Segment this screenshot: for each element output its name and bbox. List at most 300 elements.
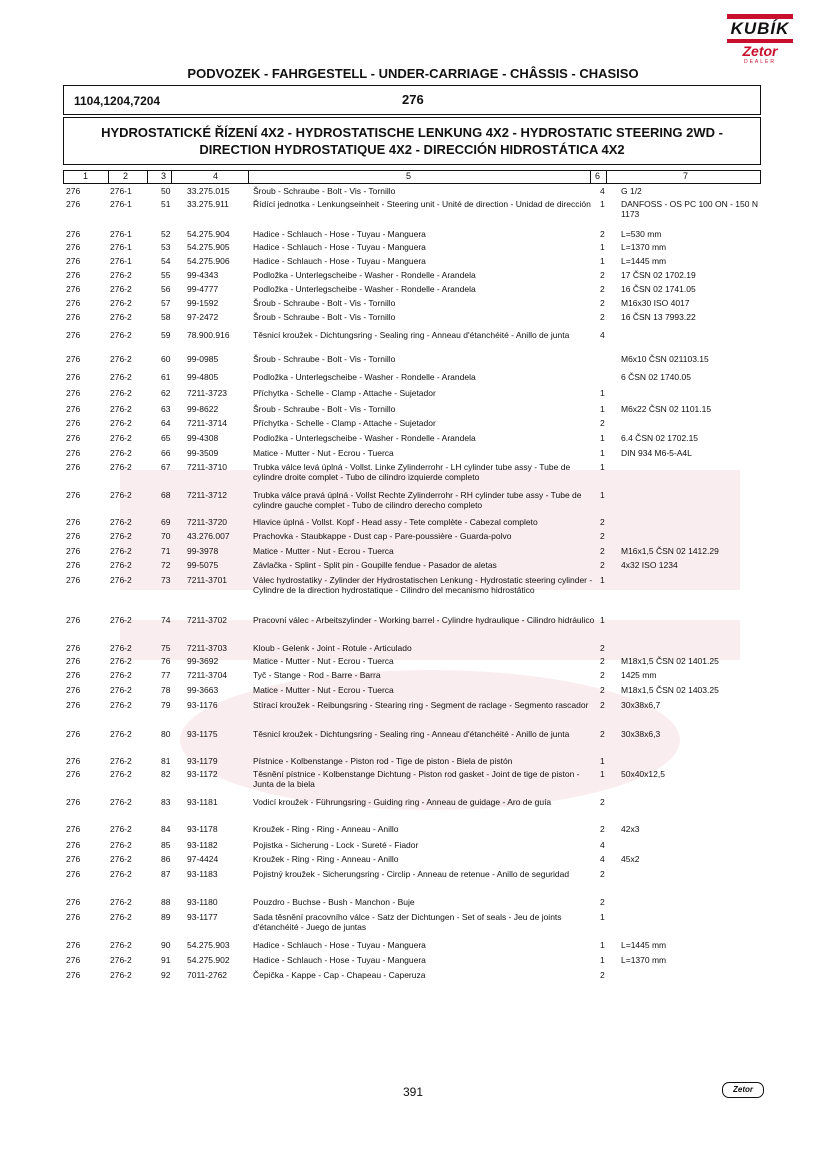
logo-zetor: Zetor [742, 43, 778, 59]
part-number-cell: 54.275.903 [187, 940, 230, 950]
part-number-cell: 93-1182 [187, 840, 218, 850]
note-cell: DANFOSS - OS PC 100 ON - 150 N 1173 [621, 199, 758, 219]
description-cell: Trubka válce levá úplná - Vollst. Linke Zylinderrohr - LH cylinder tube assy - Tube de cylindre droite complet - Tubo de cilindro izquierde completo [253, 462, 571, 482]
quantity-cell: 1 [600, 404, 605, 414]
subgroup-cell: 276-2 [110, 869, 132, 879]
description-cell: Matice - Mutter - Nut - Ecrou - Tuerca [253, 685, 394, 695]
part-number-cell: 99-8622 [187, 404, 219, 414]
note-cell: 17 ČSN 02 1702.19 [621, 270, 696, 280]
description-cell: Hadice - Schlauch - Hose - Tuyau - Manguera [253, 242, 426, 252]
group-cell: 276 [66, 756, 81, 766]
position-cell: 81 [161, 756, 171, 766]
part-number-cell: 7211-3704 [187, 670, 228, 680]
position-cell: 57 [161, 298, 171, 308]
quantity-cell: 2 [600, 970, 605, 980]
group-cell: 276 [66, 284, 81, 294]
subgroup-cell: 276-2 [110, 433, 132, 443]
position-cell: 80 [161, 729, 171, 739]
position-cell: 70 [161, 531, 171, 541]
description-cell: Podložka - Unterlegscheibe - Washer - Rondelle - Arandela [253, 284, 476, 294]
note-cell: 16 ČSN 02 1741.05 [621, 284, 696, 294]
quantity-cell: 2 [600, 643, 605, 653]
subgroup-cell: 276-1 [110, 186, 132, 196]
group-cell: 276 [66, 418, 81, 428]
description-cell: Šroub - Schraube - Bolt - Vis - Tornillo [253, 404, 396, 414]
subgroup-cell: 276-2 [110, 615, 132, 625]
position-cell: 84 [161, 824, 171, 834]
position-cell: 69 [161, 517, 171, 527]
subgroup-cell: 276-2 [110, 330, 132, 340]
part-number-cell: 43.276.007 [187, 531, 230, 541]
quantity-cell: 1 [600, 433, 605, 443]
subgroup-cell: 276-2 [110, 546, 132, 556]
quantity-cell: 1 [600, 615, 605, 625]
part-number-cell: 97-2472 [187, 312, 219, 322]
subgroup-cell: 276-2 [110, 769, 132, 779]
position-cell: 86 [161, 854, 171, 864]
subgroup-cell: 276-2 [110, 700, 132, 710]
group-cell: 276 [66, 448, 81, 458]
description-cell: Pístnice - Kolbenstange - Piston rod - Tige de piston - Biela de pistón [253, 756, 513, 766]
subgroup-cell: 276-2 [110, 729, 132, 739]
subgroup-cell: 276-2 [110, 372, 132, 382]
part-number-cell: 7211-3703 [187, 643, 228, 653]
subgroup-cell: 276-2 [110, 685, 132, 695]
description-cell: Hadice - Schlauch - Hose - Tuyau - Manguera [253, 955, 426, 965]
description-cell: Hadice - Schlauch - Hose - Tuyau - Manguera [253, 256, 426, 266]
part-number-cell: 93-1177 [187, 912, 218, 922]
part-number-cell: 99-5075 [187, 560, 219, 570]
quantity-cell: 1 [600, 256, 605, 266]
quantity-cell: 4 [600, 330, 605, 340]
description-cell: Prachovka - Staubkappe - Dust cap - Pare-poussière - Guarda-polvo [253, 531, 512, 541]
subgroup-cell: 276-2 [110, 462, 132, 472]
part-number-cell: 78.900.916 [187, 330, 230, 340]
column-header-cell: 4 [213, 171, 219, 181]
part-number-cell: 7211-3712 [187, 490, 228, 500]
quantity-cell: 1 [600, 769, 605, 779]
note-cell: DIN 934 M6-5-A4L [621, 448, 692, 458]
position-cell: 50 [161, 186, 171, 196]
description-cell: Těsnicí kroužek - Dichtungsring - Sealing ring - Anneau d'étanchéité - Anillo de junta [253, 729, 570, 739]
subgroup-cell: 276-2 [110, 354, 132, 364]
group-cell: 276 [66, 517, 81, 527]
subgroup-cell: 276-2 [110, 840, 132, 850]
subgroup-cell: 276-1 [110, 256, 132, 266]
position-cell: 52 [161, 229, 171, 239]
quantity-cell: 1 [600, 756, 605, 766]
note-cell: G 1/2 [621, 186, 642, 196]
part-number-cell: 99-4308 [187, 433, 219, 443]
description-cell: Hlavice úplná - Vollst. Kopf - Head assy - Tete complète - Cabezal completo [253, 517, 538, 527]
position-cell: 54 [161, 256, 171, 266]
position-cell: 72 [161, 560, 171, 570]
part-number-cell: 93-1179 [187, 756, 218, 766]
group-cell: 276 [66, 354, 81, 364]
description-cell: Čepička - Kappe - Cap - Chapeau - Caperuza [253, 970, 426, 980]
note-cell: 6.4 ČSN 02 1702.15 [621, 433, 699, 443]
description-cell: Pouzdro - Buchse - Bush - Manchon - Buje [253, 897, 415, 907]
description-cell: Matice - Mutter - Nut - Ecrou - Tuerca [253, 448, 394, 458]
description-cell: Pracovní válec - Arbeitszylinder - Working barrel - Cylindre hydraulique - Cilindro hidráulico [253, 615, 595, 625]
part-number-cell: 93-1175 [187, 729, 218, 739]
note-cell: 6 ČSN 02 1740.05 [621, 372, 691, 382]
quantity-cell: 2 [600, 729, 605, 739]
quantity-cell: 2 [600, 546, 605, 556]
note-cell: M18x1,5 ČSN 02 1401.25 [621, 656, 719, 666]
quantity-cell: 2 [600, 685, 605, 695]
position-cell: 53 [161, 242, 171, 252]
position-cell: 63 [161, 404, 171, 414]
position-cell: 77 [161, 670, 171, 680]
part-number-cell: 33.275.015 [187, 186, 230, 196]
note-cell: M6x10 ČSN 021103.15 [621, 354, 709, 364]
group-cell: 276 [66, 298, 81, 308]
quantity-cell: 2 [600, 298, 605, 308]
subgroup-cell: 276-2 [110, 312, 132, 322]
subgroup-cell: 276-2 [110, 388, 132, 398]
part-number-cell: 93-1181 [187, 797, 218, 807]
description-cell: Podložka - Unterlegscheibe - Washer - Rondelle - Arandela [253, 372, 476, 382]
subgroup-cell: 276-2 [110, 531, 132, 541]
group-cell: 276 [66, 531, 81, 541]
note-cell: M16x30 ISO 4017 [621, 298, 690, 308]
subgroup-cell: 276-2 [110, 490, 132, 500]
subgroup-cell: 276-2 [110, 560, 132, 570]
description-cell: Podložka - Unterlegscheibe - Washer - Rondelle - Arandela [253, 433, 476, 443]
description-cell: Šroub - Schraube - Bolt - Vis - Tornillo [253, 354, 396, 364]
part-number-cell: 7211-3710 [187, 462, 228, 472]
description-cell: Podložka - Unterlegscheibe - Washer - Rondelle - Arandela [253, 270, 476, 280]
quantity-cell: 1 [600, 448, 605, 458]
position-cell: 79 [161, 700, 171, 710]
part-number-cell: 99-3509 [187, 448, 219, 458]
note-cell: L=530 mm [621, 229, 662, 239]
quantity-cell: 1 [600, 242, 605, 252]
position-cell: 60 [161, 354, 171, 364]
group-cell: 276 [66, 670, 81, 680]
quantity-cell: 2 [600, 656, 605, 666]
position-cell: 73 [161, 575, 171, 585]
description-cell: Šroub - Schraube - Bolt - Vis - Tornillo [253, 312, 396, 322]
position-cell: 64 [161, 418, 171, 428]
group-cell: 276 [66, 840, 81, 850]
quantity-cell: 2 [600, 897, 605, 907]
description-cell: Válec hydrostatiky - Zylinder der Hydrostatischen Lenkung - Hydrostatic steering cylinder - Cylindre de la direction hydrostatique - Cilindro del mecanismo hidrostático [253, 575, 593, 595]
quantity-cell: 4 [600, 186, 605, 196]
part-number-cell: 99-1592 [187, 298, 219, 308]
position-cell: 58 [161, 312, 171, 322]
quantity-cell: 2 [600, 418, 605, 428]
part-number-cell: 93-1178 [187, 824, 218, 834]
subgroup-cell: 276-2 [110, 897, 132, 907]
position-cell: 65 [161, 433, 171, 443]
subgroup-cell: 276-2 [110, 270, 132, 280]
model-box [63, 85, 761, 115]
note-cell: L=1370 mm [621, 242, 667, 252]
note-cell: L=1445 mm [621, 256, 667, 266]
part-number-cell: 93-1176 [187, 700, 218, 710]
note-cell: 50x40x12,5 [621, 769, 665, 779]
subgroup-cell: 276-2 [110, 824, 132, 834]
note-cell: 30x38x6,7 [621, 700, 661, 710]
position-cell: 90 [161, 940, 171, 950]
group-cell: 276 [66, 404, 81, 414]
quantity-cell: 2 [600, 531, 605, 541]
position-cell: 59 [161, 330, 171, 340]
quantity-cell: 2 [600, 797, 605, 807]
position-cell: 62 [161, 388, 171, 398]
subgroup-cell: 276-2 [110, 970, 132, 980]
group-cell: 276 [66, 685, 81, 695]
description-cell: Matice - Mutter - Nut - Ecrou - Tuerca [253, 546, 394, 556]
part-number-cell: 99-3663 [187, 685, 219, 695]
group-cell: 276 [66, 824, 81, 834]
description-cell: Příchytka - Schelle - Clamp - Attache - Sujetador [253, 418, 436, 428]
part-number-cell: 99-0985 [187, 354, 219, 364]
quantity-cell: 1 [600, 912, 605, 922]
group-cell: 276 [66, 729, 81, 739]
description-cell: Šroub - Schraube - Bolt - Vis - Tornillo [253, 298, 396, 308]
subgroup-cell: 276-2 [110, 404, 132, 414]
column-header-cell: 1 [83, 171, 89, 181]
quantity-cell: 2 [600, 670, 605, 680]
position-cell: 88 [161, 897, 171, 907]
note-cell: 30x38x6,3 [621, 729, 661, 739]
group-cell: 276 [66, 955, 81, 965]
description-cell: Kloub - Gelenk - Joint - Rotule - Articulado [253, 643, 412, 653]
section-title-line: DIRECTION HYDROSTATIQUE 4X2 - DIRECCIÓN HIDROSTÁTICA 4X2 [199, 142, 625, 157]
subgroup-cell: 276-2 [110, 955, 132, 965]
subgroup-cell: 276-2 [110, 940, 132, 950]
part-number-cell: 99-4777 [187, 284, 219, 294]
quantity-cell: 2 [600, 229, 605, 239]
group-cell: 276 [66, 560, 81, 570]
description-cell: Závlačka - Splint - Split pin - Goupille fendue - Pasador de aletas [253, 560, 497, 570]
description-cell: Hadice - Schlauch - Hose - Tuyau - Manguera [253, 940, 426, 950]
quantity-cell: 1 [600, 575, 605, 585]
note-cell: 45x2 [621, 854, 640, 864]
subgroup-cell: 276-2 [110, 418, 132, 428]
subgroup-cell: 276-2 [110, 912, 132, 922]
position-cell: 82 [161, 769, 171, 779]
subgroup-cell: 276-1 [110, 242, 132, 252]
part-number-cell: 7011-2762 [187, 970, 228, 980]
subgroup-cell: 276-2 [110, 448, 132, 458]
group-code: 276 [402, 92, 424, 107]
part-number-cell: 7211-3723 [187, 388, 228, 398]
part-number-cell: 99-4343 [187, 270, 219, 280]
quantity-cell: 4 [600, 854, 605, 864]
part-number-cell: 33.275.911 [187, 199, 229, 209]
quantity-cell: 1 [600, 940, 605, 950]
position-cell: 91 [161, 955, 171, 965]
description-cell: Hadice - Schlauch - Hose - Tuyau - Manguera [253, 229, 426, 239]
quantity-cell: 1 [600, 388, 605, 398]
position-cell: 61 [161, 372, 171, 382]
part-number-cell: 99-3978 [187, 546, 219, 556]
part-number-cell: 54.275.905 [187, 242, 230, 252]
description-cell: Těsnicí kroužek - Dichtungsring - Sealing ring - Anneau d'étanchéité - Anillo de junta [253, 330, 570, 340]
part-number-cell: 93-1183 [187, 869, 218, 879]
description-cell: Tyč - Stange - Rod - Barre - Barra [253, 670, 381, 680]
position-cell: 76 [161, 656, 171, 666]
position-cell: 71 [161, 546, 171, 556]
position-cell: 85 [161, 840, 171, 850]
position-cell: 74 [161, 615, 171, 625]
subgroup-cell: 276-2 [110, 284, 132, 294]
position-cell: 89 [161, 912, 171, 922]
subgroup-cell: 276-2 [110, 670, 132, 680]
note-cell: M18x1,5 ČSN 02 1403.25 [621, 685, 719, 695]
group-cell: 276 [66, 388, 81, 398]
description-cell: Trubka válce pravá úplná - Vollst Rechte Zylinderrohr - RH cylinder tube assy - Tube de cylindre gauche complet - Tubo de cilindro derecho completo [253, 490, 582, 510]
group-cell: 276 [66, 912, 81, 922]
quantity-cell: 1 [600, 199, 605, 209]
note-cell: 16 ČSN 13 7993.22 [621, 312, 696, 322]
position-cell: 83 [161, 797, 171, 807]
subgroup-cell: 276-2 [110, 854, 132, 864]
section-title [63, 117, 761, 165]
description-cell: Těsnění pístnice - Kolbenstange Dichtung - Piston rod gasket - Joint de tige de piston - Junta de la biela [253, 769, 580, 789]
section-title-line: HYDROSTATICKÉ ŘÍZENÍ 4X2 - HYDROSTATISCHE LENKUNG 4X2 - HYDROSTATIC STEERING 2WD - [101, 125, 723, 140]
description-cell: Příchytka - Schelle - Clamp - Attache - Sujetador [253, 388, 436, 398]
part-number-cell: 7211-3720 [187, 517, 228, 527]
quantity-cell: 1 [600, 955, 605, 965]
quantity-cell: 2 [600, 560, 605, 570]
part-number-cell: 93-1172 [187, 769, 218, 779]
group-cell: 276 [66, 854, 81, 864]
description-cell: Stírací kroužek - Reibungsring - Stearing ring - Segment de raclage - Segmento rascador [253, 700, 589, 710]
quantity-cell: 1 [600, 462, 605, 472]
group-cell: 276 [66, 490, 81, 500]
page-number: 391 [402, 1085, 424, 1099]
part-number-cell: 54.275.904 [187, 229, 230, 239]
group-cell: 276 [66, 615, 81, 625]
column-header-cell: 6 [595, 171, 601, 181]
group-cell: 276 [66, 970, 81, 980]
description-cell: Vodicí kroužek - Führungsring - Guiding ring - Anneau de guidage - Aro de guía [253, 797, 552, 807]
group-cell: 276 [66, 372, 81, 382]
part-number-cell: 93-1180 [187, 897, 218, 907]
quantity-cell: 2 [600, 270, 605, 280]
subgroup-cell: 276-2 [110, 517, 132, 527]
group-cell: 276 [66, 700, 81, 710]
description-cell: Pojistka - Sicherung - Lock - Sureté - Fiador [253, 840, 419, 850]
position-cell: 75 [161, 643, 171, 653]
group-cell: 276 [66, 656, 81, 666]
group-cell: 276 [66, 869, 81, 879]
group-cell: 276 [66, 546, 81, 556]
description-cell: Kroužek - Ring - Ring - Anneau - Anillo [253, 854, 399, 864]
column-header-cell: 3 [161, 171, 167, 181]
position-cell: 92 [161, 970, 171, 980]
tractor-models: 1104,1204,7204 [74, 94, 161, 108]
subgroup-cell: 276-2 [110, 643, 132, 653]
position-cell: 67 [161, 462, 171, 472]
description-cell: Matice - Mutter - Nut - Ecrou - Tuerca [253, 656, 394, 666]
column-header [63, 170, 761, 184]
group-cell: 276 [66, 897, 81, 907]
part-number-cell: 7211-3714 [187, 418, 228, 428]
group-cell: 276 [66, 462, 81, 472]
group-cell: 276 [66, 199, 81, 209]
note-cell: L=1370 mm [621, 955, 667, 965]
quantity-cell: 2 [600, 312, 605, 322]
description-cell: Šroub - Schraube - Bolt - Vis - Tornillo [253, 186, 396, 196]
group-cell: 276 [66, 330, 81, 340]
group-cell: 276 [66, 575, 81, 585]
group-cell: 276 [66, 643, 81, 653]
position-cell: 56 [161, 284, 171, 294]
position-cell: 78 [161, 685, 171, 695]
quantity-cell: 2 [600, 824, 605, 834]
subgroup-cell: 276-2 [110, 797, 132, 807]
description-cell: Kroužek - Ring - Ring - Anneau - Anillo [253, 824, 399, 834]
zetor-footer-logo: Zetor [722, 1082, 764, 1098]
page-title: PODVOZEK - FAHRGESTELL - UNDER-CARRIAGE - CHÂSSIS - CHASISO [187, 66, 639, 81]
part-number-cell: 7211-3702 [187, 615, 228, 625]
group-cell: 276 [66, 186, 81, 196]
quantity-cell: 2 [600, 517, 605, 527]
group-cell: 276 [66, 940, 81, 950]
note-cell: 1425 mm [621, 670, 657, 680]
subgroup-cell: 276-2 [110, 656, 132, 666]
part-number-cell: 7211-3701 [187, 575, 228, 585]
group-cell: 276 [66, 242, 81, 252]
note-cell: L=1445 mm [621, 940, 667, 950]
part-number-cell: 97-4424 [187, 854, 219, 864]
group-cell: 276 [66, 769, 81, 779]
quantity-cell: 1 [600, 490, 605, 500]
column-header-cell: 2 [123, 171, 129, 181]
note-cell: M16x1,5 ČSN 02 1412.29 [621, 546, 719, 556]
quantity-cell: 2 [600, 284, 605, 294]
part-number-cell: 54.275.906 [187, 256, 230, 266]
quantity-cell: 2 [600, 869, 605, 879]
group-cell: 276 [66, 433, 81, 443]
subgroup-cell: 276-1 [110, 229, 132, 239]
position-cell: 55 [161, 270, 171, 280]
quantity-cell: 2 [600, 700, 605, 710]
group-cell: 276 [66, 256, 81, 266]
column-header-cell: 7 [683, 171, 689, 181]
subgroup-cell: 276-2 [110, 298, 132, 308]
note-cell: 42x3 [621, 824, 640, 834]
group-cell: 276 [66, 312, 81, 322]
description-cell: Sada těsnění pracovního válce - Satz der Dichtungen - Set of seals - Jeu de joints d'étanchéité - Juego de juntas [253, 912, 562, 932]
description-cell: Řídící jednotka - Lenkungseinheit - Steering unit - Unité de direction - Unidad de dirección [253, 199, 591, 209]
position-cell: 51 [161, 199, 171, 209]
logo-dealer: DEALER [743, 59, 776, 65]
group-cell: 276 [66, 270, 81, 280]
subgroup-cell: 276-2 [110, 756, 132, 766]
subgroup-cell: 276-2 [110, 575, 132, 585]
kubik-zetor-logo [727, 14, 793, 65]
quantity-cell: 4 [600, 840, 605, 850]
note-cell: M6x22 ČSN 02 1101.15 [621, 404, 712, 414]
description-cell: Pojistný kroužek - Sicherungsring - Circlip - Anneau de retenue - Anillo de seguridad [253, 869, 570, 879]
part-number-cell: 99-3692 [187, 656, 219, 666]
position-cell: 66 [161, 448, 171, 458]
group-cell: 276 [66, 797, 81, 807]
position-cell: 87 [161, 869, 171, 879]
note-cell: 4x32 ISO 1234 [621, 560, 678, 570]
part-number-cell: 54.275.902 [187, 955, 230, 965]
logo-kubik: KUBÍK [730, 19, 790, 38]
position-cell: 68 [161, 490, 171, 500]
part-number-cell: 99-4805 [187, 372, 219, 382]
